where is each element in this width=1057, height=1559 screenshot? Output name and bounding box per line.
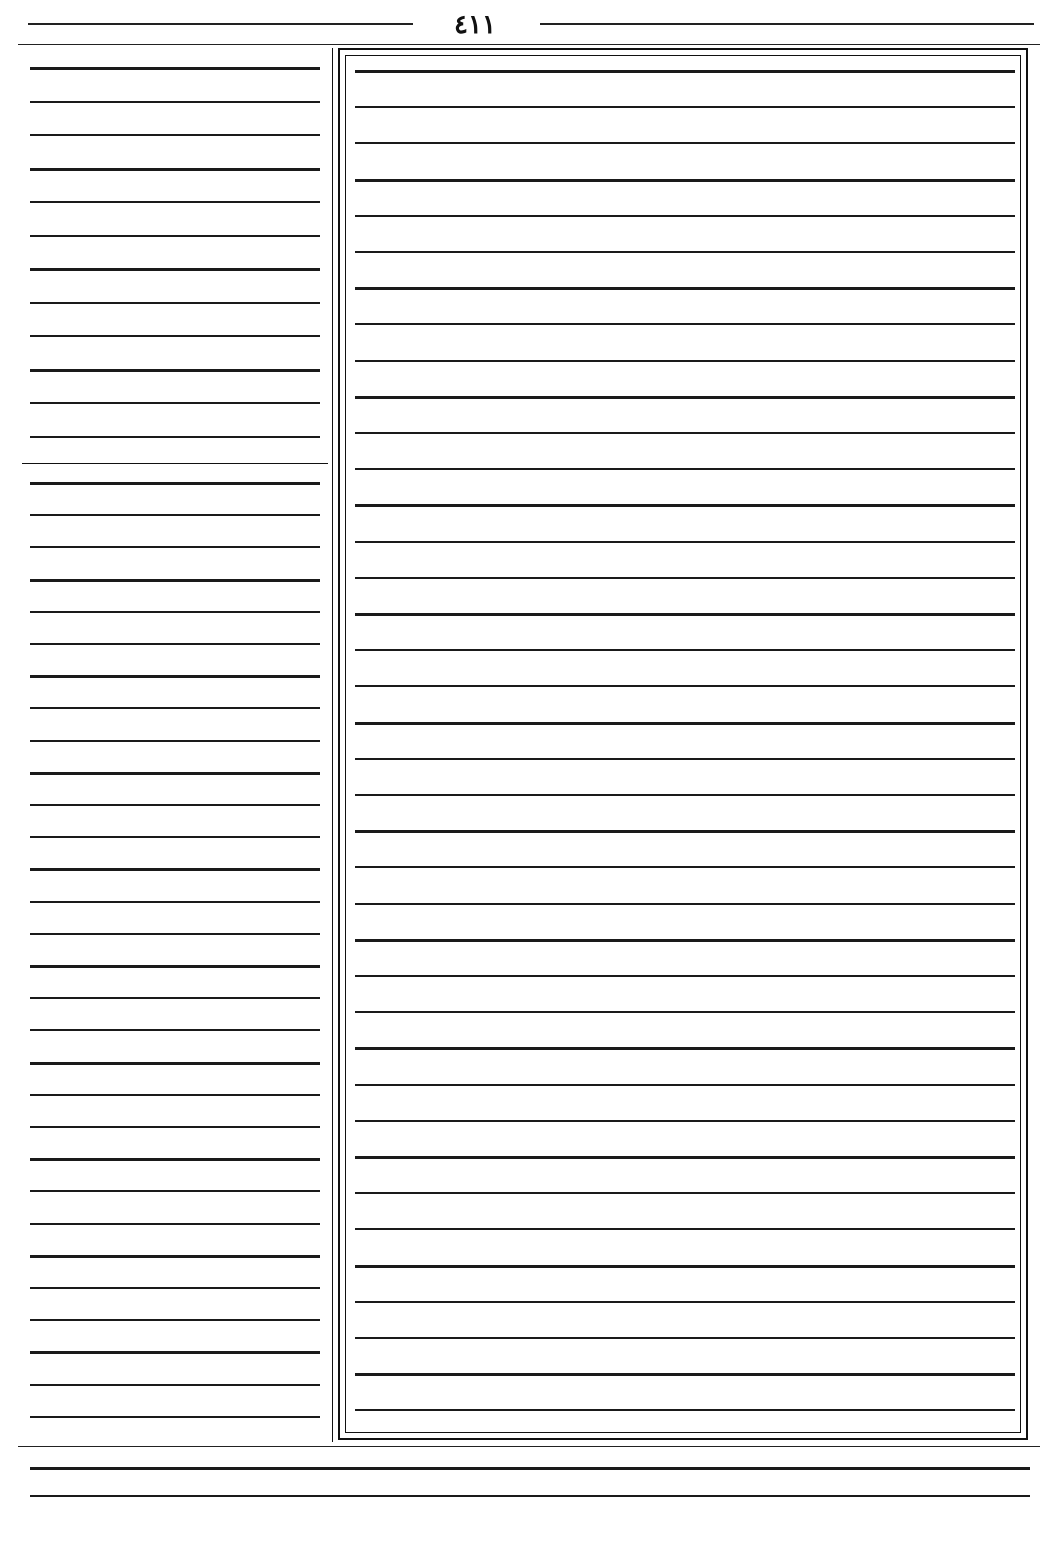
text-line xyxy=(30,1319,320,1321)
text-line xyxy=(355,1120,1015,1122)
text-line xyxy=(30,268,320,271)
footer-text xyxy=(30,1455,1030,1515)
text-line xyxy=(355,1409,1015,1411)
text-line xyxy=(30,740,320,742)
text-line xyxy=(355,323,1015,325)
text-line xyxy=(30,1094,320,1096)
text-line xyxy=(30,1495,1030,1497)
text-line xyxy=(355,758,1015,760)
text-line xyxy=(355,432,1015,434)
text-line xyxy=(355,106,1015,108)
text-line xyxy=(30,369,320,372)
text-line xyxy=(355,1047,1015,1050)
text-line xyxy=(30,868,320,871)
text-line xyxy=(30,302,320,304)
header-line-left xyxy=(28,13,413,35)
text-line xyxy=(30,335,320,337)
text-line xyxy=(30,235,320,237)
text-line xyxy=(355,1337,1015,1339)
text-line xyxy=(30,643,320,645)
text-line xyxy=(355,613,1015,616)
text-line xyxy=(30,965,320,968)
text-line xyxy=(355,1192,1015,1194)
text-line xyxy=(30,1351,320,1354)
text-line xyxy=(355,287,1015,290)
text-line xyxy=(355,577,1015,579)
text-line xyxy=(30,1158,320,1161)
main-commentary-text xyxy=(355,58,1015,1430)
text-line xyxy=(355,504,1015,507)
text-line xyxy=(30,201,320,203)
column-divider xyxy=(332,48,333,1442)
text-line xyxy=(30,707,320,709)
text-line xyxy=(355,1228,1015,1230)
top-rule xyxy=(18,44,1040,45)
text-line xyxy=(30,1467,1030,1470)
text-line xyxy=(30,1062,320,1065)
text-line xyxy=(30,611,320,613)
text-line xyxy=(30,514,320,516)
text-line xyxy=(30,933,320,935)
text-line xyxy=(30,579,320,582)
margin-column-divider xyxy=(22,463,328,464)
text-line xyxy=(30,1255,320,1258)
text-line xyxy=(30,1384,320,1386)
text-line xyxy=(355,903,1015,905)
text-line xyxy=(355,1265,1015,1268)
bottom-rule xyxy=(18,1446,1040,1447)
text-line xyxy=(30,402,320,404)
text-line xyxy=(355,722,1015,725)
text-line xyxy=(355,1156,1015,1159)
text-line xyxy=(355,142,1015,144)
text-line xyxy=(355,649,1015,651)
text-line xyxy=(355,1084,1015,1086)
text-line xyxy=(30,836,320,838)
text-line xyxy=(355,1011,1015,1013)
text-line xyxy=(355,541,1015,543)
text-line xyxy=(30,901,320,903)
text-line xyxy=(30,675,320,678)
text-line xyxy=(355,215,1015,217)
text-line xyxy=(30,772,320,775)
text-line xyxy=(30,1029,320,1031)
text-line xyxy=(355,866,1015,868)
text-line xyxy=(355,794,1015,796)
text-line xyxy=(355,830,1015,833)
text-line xyxy=(355,975,1015,977)
text-line xyxy=(30,1223,320,1225)
text-line xyxy=(355,251,1015,253)
text-line xyxy=(30,546,320,548)
text-line xyxy=(355,70,1015,73)
text-line xyxy=(355,360,1015,362)
text-line xyxy=(355,468,1015,470)
text-line xyxy=(30,436,320,438)
page-number: ٤١١ xyxy=(454,10,496,40)
text-line xyxy=(30,101,320,103)
text-line xyxy=(30,1416,320,1418)
text-line xyxy=(30,1190,320,1192)
margin-text-upper xyxy=(30,55,320,455)
text-line xyxy=(30,1287,320,1289)
text-line xyxy=(355,939,1015,942)
text-line xyxy=(355,1301,1015,1303)
text-line xyxy=(355,1373,1015,1376)
header-line-right xyxy=(540,13,1034,35)
text-line xyxy=(30,997,320,999)
text-line xyxy=(30,804,320,806)
text-line xyxy=(30,67,320,70)
text-line xyxy=(30,168,320,171)
text-line xyxy=(30,134,320,136)
text-line xyxy=(30,1126,320,1128)
text-line xyxy=(355,396,1015,399)
text-line xyxy=(355,685,1015,687)
text-line xyxy=(355,179,1015,182)
margin-text-lower xyxy=(30,470,320,1438)
text-line xyxy=(30,482,320,485)
